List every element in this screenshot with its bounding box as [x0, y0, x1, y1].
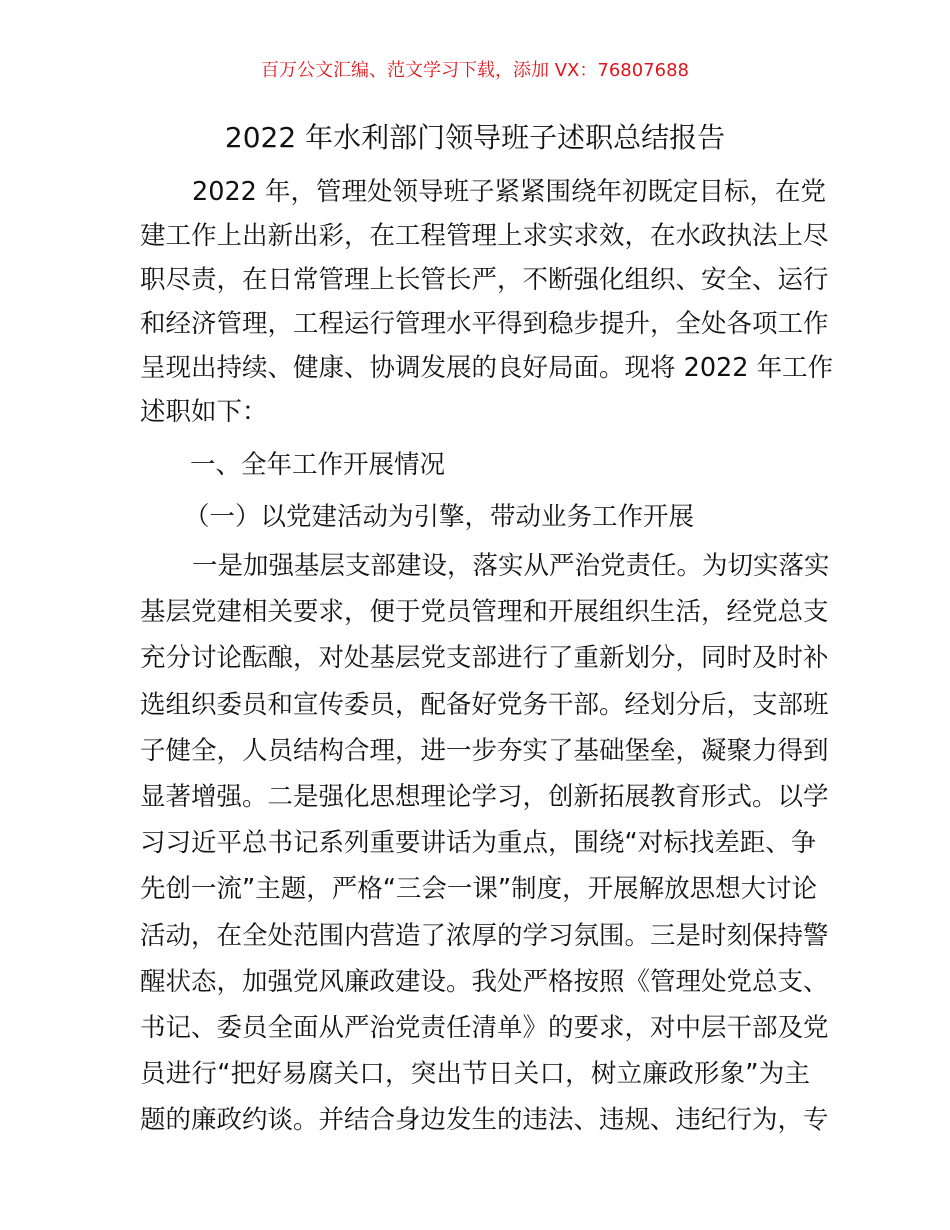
section-heading: 一、全年工作开展情况	[190, 450, 446, 480]
text-line: 先创一流”主题，严格“三会一课”制度，开展解放思想大讨论	[140, 874, 818, 905]
text-line: 活动，在全处范围内营造了浓厚的学习氛围。三是时刻保持警	[140, 920, 829, 951]
subsection-heading: （一）以党建活动为引擎，带动业务工作开展	[184, 502, 695, 532]
text-line: 选组织委员和宣传委员，配备好党务干部。经划分后，支部班	[140, 689, 829, 720]
text-line: 员进行“把好易腐关口，突出节日关口，树立廉政形象”为主	[140, 1059, 810, 1090]
text-line: 基层党建相关要求，便于党员管理和开展组织生活，经党总支	[140, 597, 829, 628]
intro-paragraph	[140, 170, 834, 434]
body-paragraph	[140, 543, 830, 1143]
text-line: 题的廉政约谈。并结合身边发生的违法、违规、违纪行为，专	[140, 1105, 829, 1136]
text-line: 一是加强基层支部建设，落实从严治党责任。为切实落实	[192, 551, 830, 581]
text-line: 呈现出持续、健康、协调发展的良好局面。现将 2022 年工作	[140, 353, 834, 383]
text-line: 子健全，人员结构合理，进一步夯实了基础堡垒，凝聚力得到	[140, 735, 829, 766]
text-line: 书记、委员全面从严治党责任清单》的要求，对中层干部及党	[140, 1012, 829, 1043]
text-line: 建工作上出新出彩，在工程管理上求实求效，在水政执法上尽	[140, 221, 829, 251]
text-line: 充分讨论酝酿，对处基层党支部进行了重新划分，同时及时补	[140, 643, 829, 674]
text-line: 述职如下：	[140, 397, 268, 427]
document-title: 2022 年水利部门领导班子述职总结报告	[224, 121, 726, 154]
watermark-header: 百万公文汇编、范文学习下载，添加 VX：76807688	[261, 60, 689, 81]
text-line: 和经济管理，工程运行管理水平得到稳步提升，全处各项工作	[140, 309, 829, 339]
text-line: 醒状态，加强党风廉政建设。我处严格按照《管理处党总支、	[140, 966, 829, 997]
text-line: 习习近平总书记系列重要讲话为重点，围绕“对标找差距、争	[140, 828, 817, 859]
text-line: 显著增强。二是强化思想理论学习，创新拓展教育形式。以学	[140, 781, 829, 812]
text-line: 职尽责，在日常管理上长管长严，不断强化组织、安全、运行	[140, 265, 829, 295]
text-line: 2022 年，管理处领导班子紧紧围绕年初既定目标，在党	[192, 177, 827, 207]
